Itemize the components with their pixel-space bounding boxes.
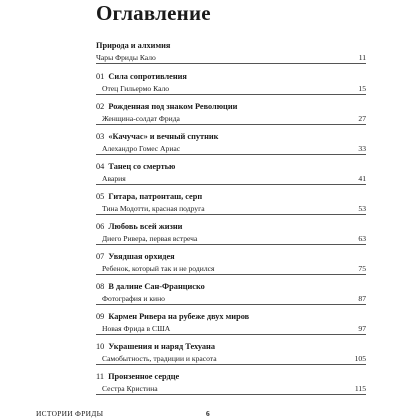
toc-section-number: 04: [96, 162, 105, 171]
toc-section-title: [96, 311, 366, 322]
toc-entry-subtitle: Новая Фрида в США: [102, 324, 171, 333]
toc-section-title: [96, 221, 366, 232]
page-footer: [0, 408, 420, 420]
toc-section-title-text: Танец со смертью: [108, 162, 176, 171]
toc-section[interactable]: [96, 191, 366, 221]
toc-section-title: [96, 371, 366, 382]
table-of-contents: [96, 40, 366, 401]
toc-entry: [96, 383, 366, 395]
toc-section-title-text: Природа и алхимия: [96, 41, 171, 50]
toc-section[interactable]: [96, 131, 366, 161]
toc-section-title-text: Увядшая орхидея: [108, 252, 175, 261]
toc-entry-page: 97: [358, 324, 366, 333]
toc-section[interactable]: [96, 311, 366, 341]
toc-section-number: 07: [96, 252, 105, 261]
page-number: 6: [206, 409, 210, 418]
toc-section-title: [96, 281, 366, 292]
toc-section-title-text: Пронзенное сердце: [108, 372, 180, 381]
toc-entry: [96, 143, 366, 155]
toc-section-number: 08: [96, 282, 105, 291]
toc-entry-page: 11: [358, 53, 366, 62]
toc-section-number: 02: [96, 102, 105, 111]
toc-section-title-text: Гитара, патронташ, серп: [108, 192, 203, 201]
toc-entry-subtitle: Диего Ривера, первая встреча: [102, 234, 198, 243]
toc-entry-subtitle: Самобытность, традиции и красота: [102, 354, 217, 363]
toc-section[interactable]: [96, 101, 366, 131]
toc-section-title: [96, 191, 366, 202]
toc-section[interactable]: [96, 221, 366, 251]
toc-section-title: [96, 131, 366, 142]
toc-entry-page: 15: [358, 84, 366, 93]
toc-entry-page: 41: [358, 174, 366, 183]
toc-section-title-text: Любовь всей жизни: [108, 222, 183, 231]
toc-section[interactable]: [96, 71, 366, 101]
toc-section[interactable]: [96, 281, 366, 311]
toc-section-number: 01: [96, 72, 105, 81]
toc-entry-subtitle: Отец Гильермо Кало: [102, 84, 170, 93]
toc-section-number: 05: [96, 192, 105, 201]
running-title: ИСТОРИИ ФРИДЫ: [36, 409, 104, 418]
page-title: Оглавление: [96, 1, 211, 25]
toc-section-title: [96, 251, 366, 262]
toc-section-title-text: «Качучас» и вечный спутник: [108, 132, 219, 141]
toc-entry: [96, 173, 366, 185]
toc-section-title: [96, 101, 366, 112]
toc-entry-page: 63: [358, 234, 366, 243]
toc-entry-page: 105: [354, 354, 366, 363]
toc-entry: [96, 323, 366, 335]
toc-entry-subtitle: Женщина-солдат Фрида: [102, 114, 180, 123]
toc-entry: [96, 113, 366, 125]
toc-section-title-text: Рожденная под знаком Революции: [108, 102, 238, 111]
toc-entry-subtitle: Фотография и кино: [102, 294, 165, 303]
toc-entry: [96, 83, 366, 95]
toc-section-title-text: Сила сопротивления: [108, 72, 187, 81]
toc-entry-page: 87: [358, 294, 366, 303]
toc-section-number: 09: [96, 312, 105, 321]
toc-section-title: [96, 40, 366, 51]
toc-entry-subtitle: Чары Фриды Кало: [96, 53, 156, 62]
toc-section-number: 11: [96, 372, 104, 381]
toc-entry-subtitle: Сестра Кристина: [102, 384, 158, 393]
toc-section-title-text: В далине Сан-Франциско: [108, 282, 205, 291]
toc-entry-subtitle: Алехандро Гомес Ариас: [102, 144, 181, 153]
toc-entry-page: 53: [358, 204, 366, 213]
toc-section-number: 10: [96, 342, 105, 351]
toc-section-title: [96, 71, 366, 82]
toc-section[interactable]: [96, 251, 366, 281]
toc-entry-page: 33: [358, 144, 366, 153]
toc-section[interactable]: [96, 40, 366, 71]
toc-section-title-text: Украшения и наряд Техуана: [108, 342, 215, 351]
toc-entry: [96, 203, 366, 215]
toc-entry-subtitle: Ребенок, который так и не родился: [102, 264, 215, 273]
toc-entry-page: 75: [358, 264, 366, 273]
toc-entry: [96, 263, 366, 275]
toc-entry-page: 27: [358, 114, 366, 123]
toc-entry: [96, 353, 366, 365]
toc-entry: [96, 293, 366, 305]
toc-section[interactable]: [96, 371, 366, 401]
toc-entry-subtitle: Авария: [102, 174, 126, 183]
toc-section-number: 03: [96, 132, 105, 141]
toc-section-title-text: Кармен Ривера на рубеже двух миров: [108, 312, 250, 321]
toc-section-number: 06: [96, 222, 105, 231]
toc-entry: [96, 52, 366, 64]
toc-entry-subtitle: Тина Модотти, красная подруга: [102, 204, 205, 213]
toc-section[interactable]: [96, 161, 366, 191]
toc-section-title: [96, 341, 366, 352]
toc-entry-page: 115: [354, 384, 366, 393]
toc-section-title: [96, 161, 366, 172]
toc-entry: [96, 233, 366, 245]
toc-section[interactable]: [96, 341, 366, 371]
